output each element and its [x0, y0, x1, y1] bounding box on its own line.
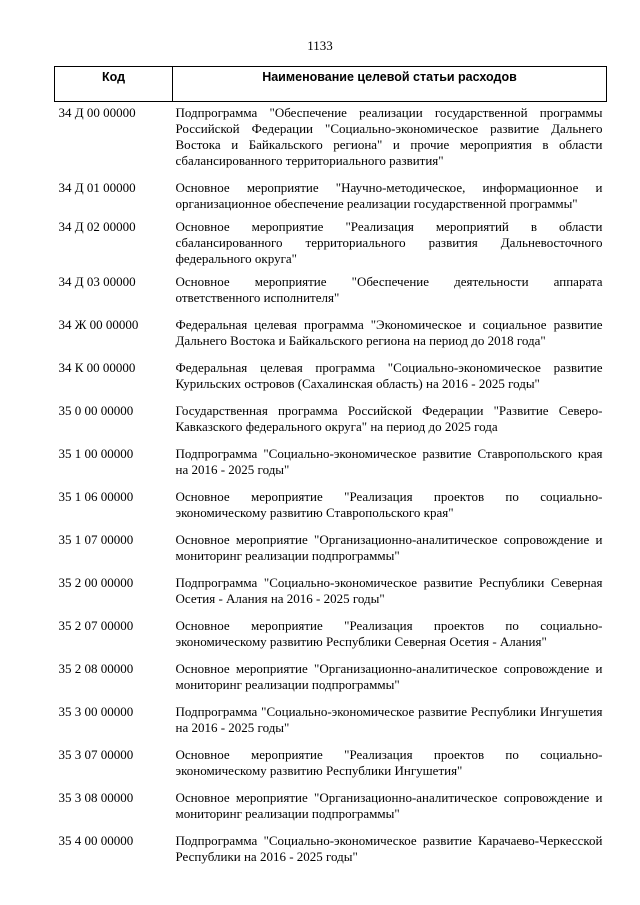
- table-row: [55, 529, 607, 572]
- row-name: Подпрограмма "Обеспечение реализации государственной программы Российской Федерации "Социально-экономическое развитие Дальнего Востока и Байкальского региона" и прочие мероприятия в области сбалансированного территориального развития": [175, 105, 603, 168]
- row-code: 34 Д 00 00000: [58, 105, 136, 120]
- row-name: Подпрограмма "Социально-экономическое развитие Ставропольского края на 2016 - 2025 годы": [175, 446, 603, 477]
- row-code: 35 3 08 00000: [58, 790, 134, 805]
- row-name: Основное мероприятие "Обеспечение деятельности аппарата ответственного исполнителя": [175, 274, 603, 305]
- table-row: [55, 357, 607, 400]
- table-row: [55, 830, 607, 869]
- row-name: Основное мероприятие "Организационно-аналитическое сопровождение и мониторинг реализации подпрограммы": [175, 790, 603, 821]
- table-header-row: [55, 67, 607, 102]
- row-name: Государственная программа Российской Федерации "Развитие Северо-Кавказского федерального округа" на период до 2025 года: [175, 403, 603, 434]
- row-name: Основное мероприятие "Реализация мероприятий в области сбалансированного территориального развития Дальневосточного федерального округа": [175, 219, 603, 266]
- table-row: [55, 615, 607, 658]
- table-row: [55, 658, 607, 701]
- table-row: [55, 400, 607, 443]
- table-row: [55, 787, 607, 830]
- row-name: Основное мероприятие "Реализация проектов по социально-экономическому развитию Республики Ингушетия": [175, 747, 603, 778]
- row-code: 35 0 00 00000: [58, 403, 134, 418]
- row-code: 34 Д 02 00000: [58, 219, 136, 234]
- table-row: [55, 443, 607, 486]
- row-name: Федеральная целевая программа "Социально-экономическое развитие Курильских островов (Сахалинская область) на 2016 - 2025 годы": [175, 360, 603, 391]
- row-name: Подпрограмма "Социально-экономическое развитие Карачаево-Черкесской Республики на 2016 - 2025 годы": [175, 833, 603, 864]
- row-code: 35 1 07 00000: [58, 532, 134, 547]
- row-name: Подпрограмма "Социально-экономическое развитие Республики Ингушетия на 2016 - 2025 годы": [175, 704, 603, 735]
- row-code: 34 Д 03 00000: [58, 274, 136, 289]
- header-name: Наименование целевой статьи расходов: [173, 67, 607, 102]
- table-row: [55, 216, 607, 271]
- row-code: 35 2 08 00000: [58, 661, 134, 676]
- table-row: [55, 701, 607, 744]
- row-code: 35 1 00 00000: [58, 446, 134, 461]
- budget-classification-table: [54, 66, 607, 869]
- row-code: 35 2 07 00000: [58, 618, 134, 633]
- table-row: [55, 271, 607, 314]
- row-name: Основное мероприятие "Реализация проектов по социально-экономическому развитию Республики Северная Осетия - Алания": [175, 618, 603, 649]
- table-row: [55, 744, 607, 787]
- row-code: 35 1 06 00000: [58, 489, 134, 504]
- table-row: [55, 486, 607, 529]
- row-code: 34 К 00 00000: [58, 360, 136, 375]
- row-name: Подпрограмма "Социально-экономическое развитие Республики Северная Осетия - Алания на 2016 - 2025 годы": [175, 575, 603, 606]
- row-code: 35 2 00 00000: [58, 575, 134, 590]
- row-name: Основное мероприятие "Организационно-аналитическое сопровождение и мониторинг реализации подпрограммы": [175, 532, 603, 563]
- table-row: [55, 314, 607, 357]
- page-number: 1133: [307, 38, 333, 53]
- row-name: Основное мероприятие "Организационно-аналитическое сопровождение и мониторинг реализации подпрограммы": [175, 661, 603, 692]
- row-code: 34 Ж 00 00000: [58, 317, 139, 332]
- header-code: Код: [55, 67, 173, 102]
- row-name: Основное мероприятие "Научно-методическое, информационное и организационное обеспечение реализации государственной программы": [175, 180, 603, 211]
- row-code: 34 Д 01 00000: [58, 180, 136, 195]
- row-name: Основное мероприятие "Реализация проектов по социально-экономическому развитию Ставропольского края": [175, 489, 603, 520]
- row-code: 35 3 07 00000: [58, 747, 134, 762]
- row-code: 35 4 00 00000: [58, 833, 134, 848]
- table-row: [55, 572, 607, 615]
- row-code: 35 3 00 00000: [58, 704, 134, 719]
- table-row: [55, 102, 607, 178]
- table-row: [55, 177, 607, 216]
- row-name: Федеральная целевая программа "Экономическое и социальное развитие Дальнего Востока и Байкальского региона на период до 2018 года": [175, 317, 603, 348]
